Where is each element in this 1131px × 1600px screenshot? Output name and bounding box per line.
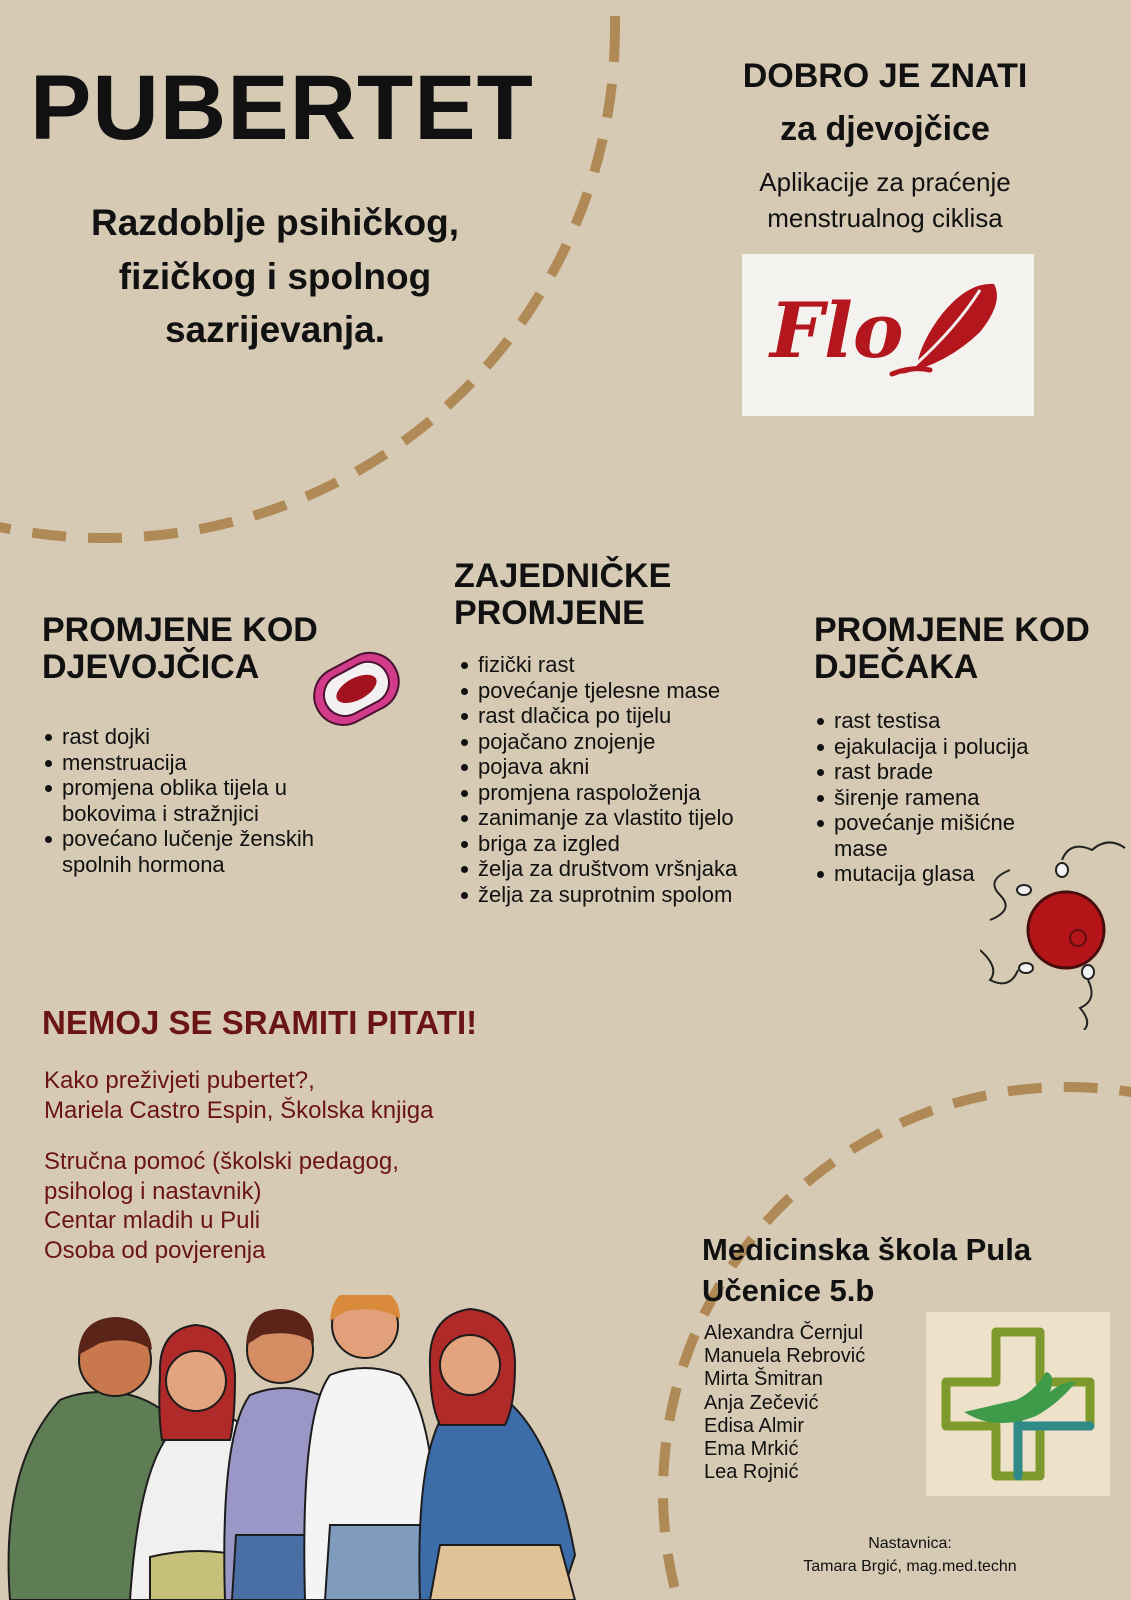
girls-heading-line2: DJEVOJČICA [42,648,260,687]
girls-list [42,724,372,877]
help-line: Centar mladih u Puli [44,1207,261,1235]
feather-icon [742,254,1034,416]
common-heading-line2: PROMJENE [454,594,645,633]
flo-logo-text: Flo [770,286,904,375]
student-name: Mirta Šmitran [704,1368,823,1391]
school-info [702,1230,1031,1312]
list-item: promjena raspoloženja [458,780,778,806]
list-item: rast dlačica po tijelu [458,703,778,729]
list-item: briga za izgled [458,831,778,857]
school-name: Medicinska škola Pula [702,1232,1032,1267]
student-name: Lea Rojnić [704,1461,799,1484]
common-list [458,652,778,907]
list-item: rast brade [814,759,1064,785]
tip-heading [700,50,1070,155]
list-item: promjena oblika tijela u bokovima i stražnjici [42,775,372,826]
list-item: povećanje mišićne mase [814,810,1064,861]
help-line: psiholog i nastavnik) [44,1177,262,1205]
student-name: Ema Mrkić [704,1437,799,1460]
teacher-info [740,1532,1080,1578]
page-subtitle: Razdoblje psihičkog, fizičkog i spolnog sazrijevanja. [91,202,459,351]
help-line: Stručna pomoć (školski pedagog, [44,1148,399,1176]
ask-heading: NEMOJ SE SRAMITI PITATI! [42,1004,478,1041]
book-line: Mariela Castro Espin, Školska knjiga [44,1096,434,1124]
common-heading [454,558,671,633]
help-line: Osoba od povjerenja [44,1236,266,1264]
teacher-label: Nastavnica: [868,1535,952,1552]
tip-heading-line2: za djevojčice [780,109,990,148]
list-item: želja za društvom vršnjaka [458,856,778,882]
list-item: ejakulacija i polucija [814,734,1064,760]
school-class: Učenice 5.b [702,1272,875,1308]
list-item: pojava akni [458,754,778,780]
list-item: širenje ramena [814,785,1064,811]
student-name: Edisa Almir [704,1414,805,1437]
tip-text: Aplikacije za praćenje menstrualnog ciklisa [759,167,1011,234]
student-name: Manuela Rebrović [704,1345,866,1368]
list-item: rast dojki [42,724,372,750]
spacer [44,1125,434,1147]
boys-heading-line1: PROMJENE KOD [814,611,1090,649]
list-item: povećano lučenje ženskih spolnih hormona [42,826,372,877]
list-item: zanimanje za vlastito tijelo [458,805,778,831]
list-item: fizički rast [458,652,778,678]
resources [44,1066,434,1265]
book-line: Kako preživjeti pubertet?, [44,1067,315,1094]
student-name: Anja Zečević [704,1391,819,1414]
school-logo [926,1312,1110,1496]
list-item: želja za suprotnim spolom [458,882,778,908]
boys-heading [814,612,1090,687]
girls-heading-line1: PROMJENE KOD [42,611,318,649]
list-item: mutacija glasa [814,861,1064,887]
teacher-name: Tamara Brgić, mag.med.techn [803,1558,1017,1576]
list-item: rast testisa [814,708,1064,734]
girls-heading [42,612,318,687]
student-name: Alexandra Černjul [704,1322,863,1344]
friends-group-illustration [0,1295,640,1600]
common-heading-line1: ZAJEDNIČKE [454,557,672,595]
medical-cross-hand-icon [926,1312,1110,1496]
page-title: PUBERTET [30,57,534,159]
list-item: menstruacija [42,750,372,776]
boys-heading-line2: DJEČAKA [814,648,979,687]
list-item: pojačano znojenje [458,729,778,755]
students-list [704,1322,865,1484]
flo-app-logo [742,254,1034,416]
tip-heading-line1: DOBRO JE ZNATI [742,57,1028,95]
egg-and-sperm-icon [980,840,1130,1030]
list-item: povećanje tjelesne mase [458,678,778,704]
